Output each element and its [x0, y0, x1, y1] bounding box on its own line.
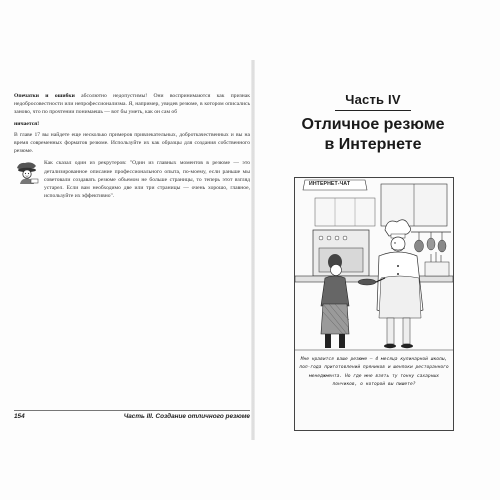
cartoon-sign: ИНТЕРНЕТ-ЧАТ	[309, 181, 351, 187]
part-title-line: в Интернете	[324, 136, 422, 153]
paragraph	[14, 120, 250, 128]
part-divider	[335, 110, 411, 111]
book-gutter	[251, 60, 255, 440]
part-title	[260, 115, 486, 155]
kitchen-scene-drawing	[295, 178, 453, 356]
part-label: Часть IV	[345, 92, 401, 107]
part-title-line: Отличное резюме	[301, 116, 445, 133]
left-page	[14, 78, 250, 428]
paragraph-lead: ничается!	[14, 120, 40, 127]
advice-quote: Как сказал один из рекрутеров: "Один из главных моментов в резюме — это детализированное описание профессионального опыта, по-моему, если раньше мы советовали создавать резюме объемом не больше страницы, то теперь этот взгляд устарел. Если вам необходимо две или три страницы — очень хорошо, главное, используйте их эффективно".	[44, 160, 250, 200]
paragraph-text: В главе 17 вы найдете еще несколько примеров привлекательных, доброткачественных и вы на время современных форматов резюме. Используйте их как образцы для создания собственного резюме.	[14, 131, 250, 155]
paragraph-text: абсолютно недопустимы! Они воспринимаются как признак недобросовестности или непрофессионализма. Я, например, увидев резюме, в котором описались заново, что по прочтении понимаешь — вот бы уметь, как он сам об	[14, 93, 250, 116]
running-head: Часть III. Создание отличного резюме	[123, 413, 250, 420]
paragraph	[14, 92, 250, 117]
page-footer	[14, 410, 250, 421]
paragraph	[14, 131, 250, 156]
cartoon-caption: Мне нравится ваше резюме — 4 месяца кулинарной школы, пол-года приготовлений пряников и шенпоки ресторанного менеджмента. Но где мне взять ту тонну сахарных пончиков, о которой вы пишете?	[299, 357, 449, 387]
right-page	[260, 70, 486, 430]
advice-person-icon	[14, 159, 40, 185]
cartoon-illustration	[294, 177, 454, 431]
advice-quote-block	[14, 159, 250, 200]
page-number: 154	[14, 413, 25, 420]
paragraph-lead: Опечатки и ошибки	[14, 93, 75, 99]
